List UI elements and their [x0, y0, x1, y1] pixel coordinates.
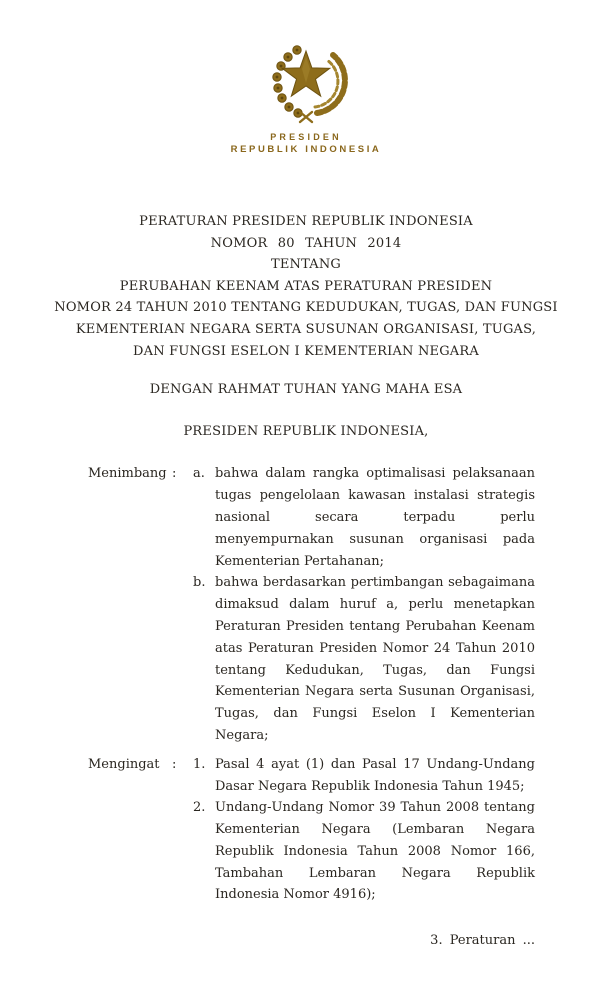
- item-text: Undang-Undang Nomor 39 Tahun 2008 tentang Kementerian Negara (Lembaran Negara Republik Indonesia Tahun 2008 Nomor 166, Tambahan Lembaran Negara Republik Indonesia Nomor 4916);: [215, 800, 535, 903]
- item-marker: b.: [193, 575, 206, 591]
- list-item: [193, 463, 535, 572]
- item-marker: a.: [193, 466, 205, 482]
- section-label: Mengingat: [88, 756, 160, 772]
- item-text: bahwa dalam rangka optimalisasi pelaksanaan tugas pengelolaan kawasan instalasi strategis nasional secara terpadu perlu menyempurnakan susunan organisasi pada Kementerian Pertahanan;: [215, 466, 535, 569]
- title-line: DAN FUNGSI ESELON I KEMENTERIAN NEGARA: [133, 343, 479, 359]
- item-marker: 2.: [193, 800, 206, 816]
- section-items: [193, 463, 535, 746]
- section-colon: :: [172, 466, 177, 482]
- regulation-title: [0, 211, 612, 362]
- letterhead-line1: PRESIDEN: [270, 132, 342, 142]
- section-mengingat: [88, 754, 535, 907]
- title-line-number: NOMOR 80 TAHUN 2014: [210, 235, 402, 251]
- item-marker: 1.: [193, 756, 206, 772]
- section-colon: :: [172, 756, 177, 772]
- section-items: [193, 754, 535, 907]
- item-text: Pasal 4 ayat (1) dan Pasal 17 Undang-Undang Dasar Negara Republik Indonesia Tahun 1945;: [215, 756, 535, 794]
- letterhead-line2: REPUBLIK INDONESIA: [230, 144, 382, 155]
- issuer-line: PRESIDEN REPUBLIK INDONESIA,: [183, 423, 429, 439]
- letterhead: [0, 0, 612, 155]
- title-line: NOMOR 24 TAHUN 2010 TENTANG KEDUDUKAN, TUGAS, DAN FUNGSI: [54, 300, 558, 316]
- item-text: bahwa berdasarkan pertimbangan sebagaimana dimaksud dalam huruf a, perlu menetapkan Peraturan Presiden tentang Perubahan Keenam atas Peraturan Presiden Nomor 24 Tahun 2010 tentang Kedudukan, Tugas, dan Fungsi Kementerian Negara serta Susunan Organisasi, Tugas, dan Fungsi Eselon I Kementerian Negara;: [215, 575, 535, 743]
- list-item: [193, 572, 535, 746]
- catchword: 3. Peraturan ...: [430, 933, 535, 949]
- title-line: PERATURAN PRESIDEN REPUBLIK INDONESIA: [139, 214, 473, 229]
- invocation-line: DENGAN RAHMAT TUHAN YANG MAHA ESA: [149, 382, 463, 398]
- section-label: Menimbang: [88, 466, 167, 482]
- presidential-emblem-icon: [260, 36, 352, 126]
- title-line: PERUBAHAN KEENAM ATAS PERATURAN PRESIDEN: [119, 278, 493, 294]
- title-line: TENTANG: [270, 257, 342, 273]
- section-menimbang: [88, 463, 535, 746]
- list-item: [193, 797, 535, 906]
- title-line: KEMENTERIAN NEGARA SERTA SUSUNAN ORGANISASI, TUGAS,: [75, 321, 537, 337]
- list-item: [193, 754, 535, 798]
